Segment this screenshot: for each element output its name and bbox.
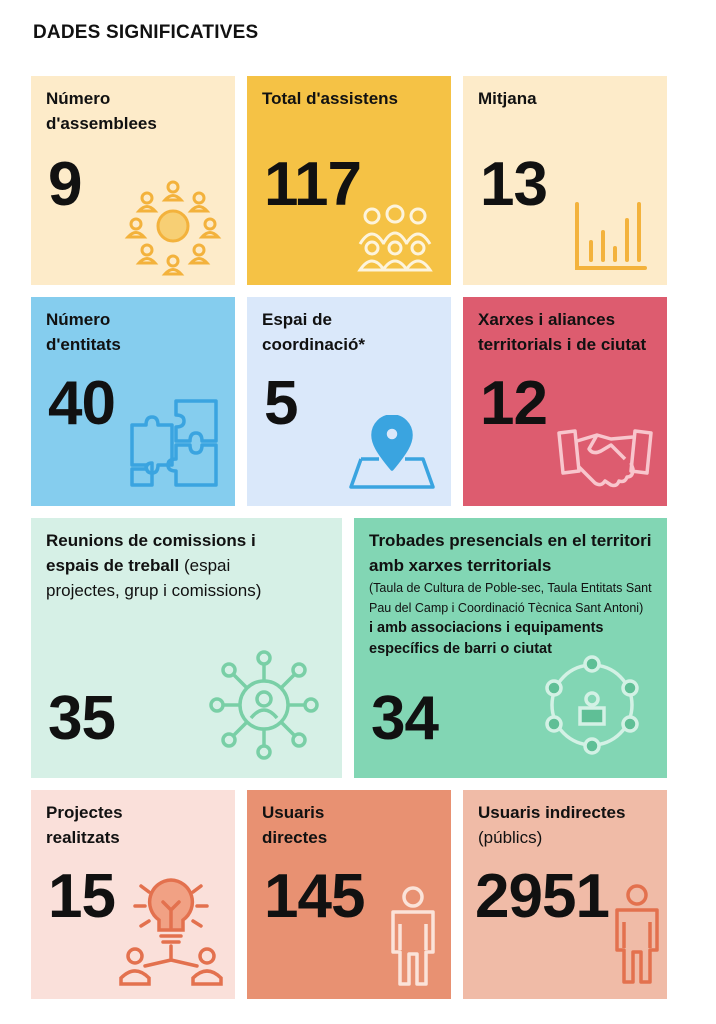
card-mitjana [463, 76, 667, 285]
map-pin-icon [347, 415, 437, 491]
card-entitats [31, 297, 235, 506]
card-label [369, 528, 659, 660]
card-value: 13 [480, 150, 547, 219]
card-assistens [247, 76, 451, 285]
card-usuaris-indirectes [463, 790, 667, 999]
card-xarxes [463, 297, 667, 506]
card-value: 34 [371, 684, 438, 753]
card-value: 145 [264, 862, 365, 931]
puzzle-icon [128, 397, 220, 489]
card-label-light: (públics) [478, 828, 543, 847]
network-person-icon [207, 648, 321, 762]
card-label-bold: Usuaris indirectes [478, 803, 626, 822]
card-label: Total d'assistens [262, 89, 398, 108]
card-value: 9 [48, 150, 82, 219]
card-label: Número d'entitats [46, 310, 121, 354]
card-label: Usuaris directes [262, 803, 328, 847]
card-coordinacio [247, 297, 451, 506]
card-label-light: (espai projectes, grup i comissions) [46, 556, 262, 600]
card-label: Número d'assemblees [46, 89, 157, 133]
card-value: 40 [48, 369, 115, 438]
handshake-icon [555, 423, 655, 493]
page-title: DADES SIGNIFICATIVES [33, 22, 259, 43]
card-value: 15 [48, 862, 115, 931]
card-value: 5 [264, 369, 298, 438]
card-projectes [31, 790, 235, 999]
card-label [46, 528, 306, 603]
card-reunions [31, 518, 342, 778]
card-usuaris-directes [247, 790, 451, 999]
bar-chart-icon [573, 198, 649, 274]
card-value: 2951 [475, 862, 609, 931]
card-label-small: (Taula de Cultura de Poble-sec, Taula Entitats Sant Pau del Camp i Coordinació Tècnica Sant Antoni) [369, 581, 652, 615]
card-label: Xarxes i aliances territorials i de ciutat [478, 310, 647, 354]
card-trobades [354, 518, 667, 778]
card-label: Espai de coordinació* [262, 310, 365, 354]
person-outline-icon [611, 884, 663, 986]
lightbulb-people-icon [111, 872, 231, 990]
card-label: Mitjana [478, 89, 537, 108]
card-label-tail: i amb associacions i equipaments específics de barri o ciutat [369, 620, 604, 657]
card-label-bold: Reunions de comissions i espais de treball [46, 531, 256, 575]
card-value: 12 [480, 369, 547, 438]
card-label [478, 800, 658, 850]
person-icon [387, 886, 439, 988]
card-label: Projectes realitzats [46, 803, 123, 847]
network-circle-icon [540, 652, 644, 758]
card-value: 117 [264, 150, 362, 219]
group-of-people-icon [352, 204, 438, 274]
people-circle-icon [121, 176, 225, 276]
card-label-bold: Trobades presencials en el territori amb xarxes territorials [369, 531, 652, 575]
card-value: 35 [48, 684, 115, 753]
card-assemblees [31, 76, 235, 285]
